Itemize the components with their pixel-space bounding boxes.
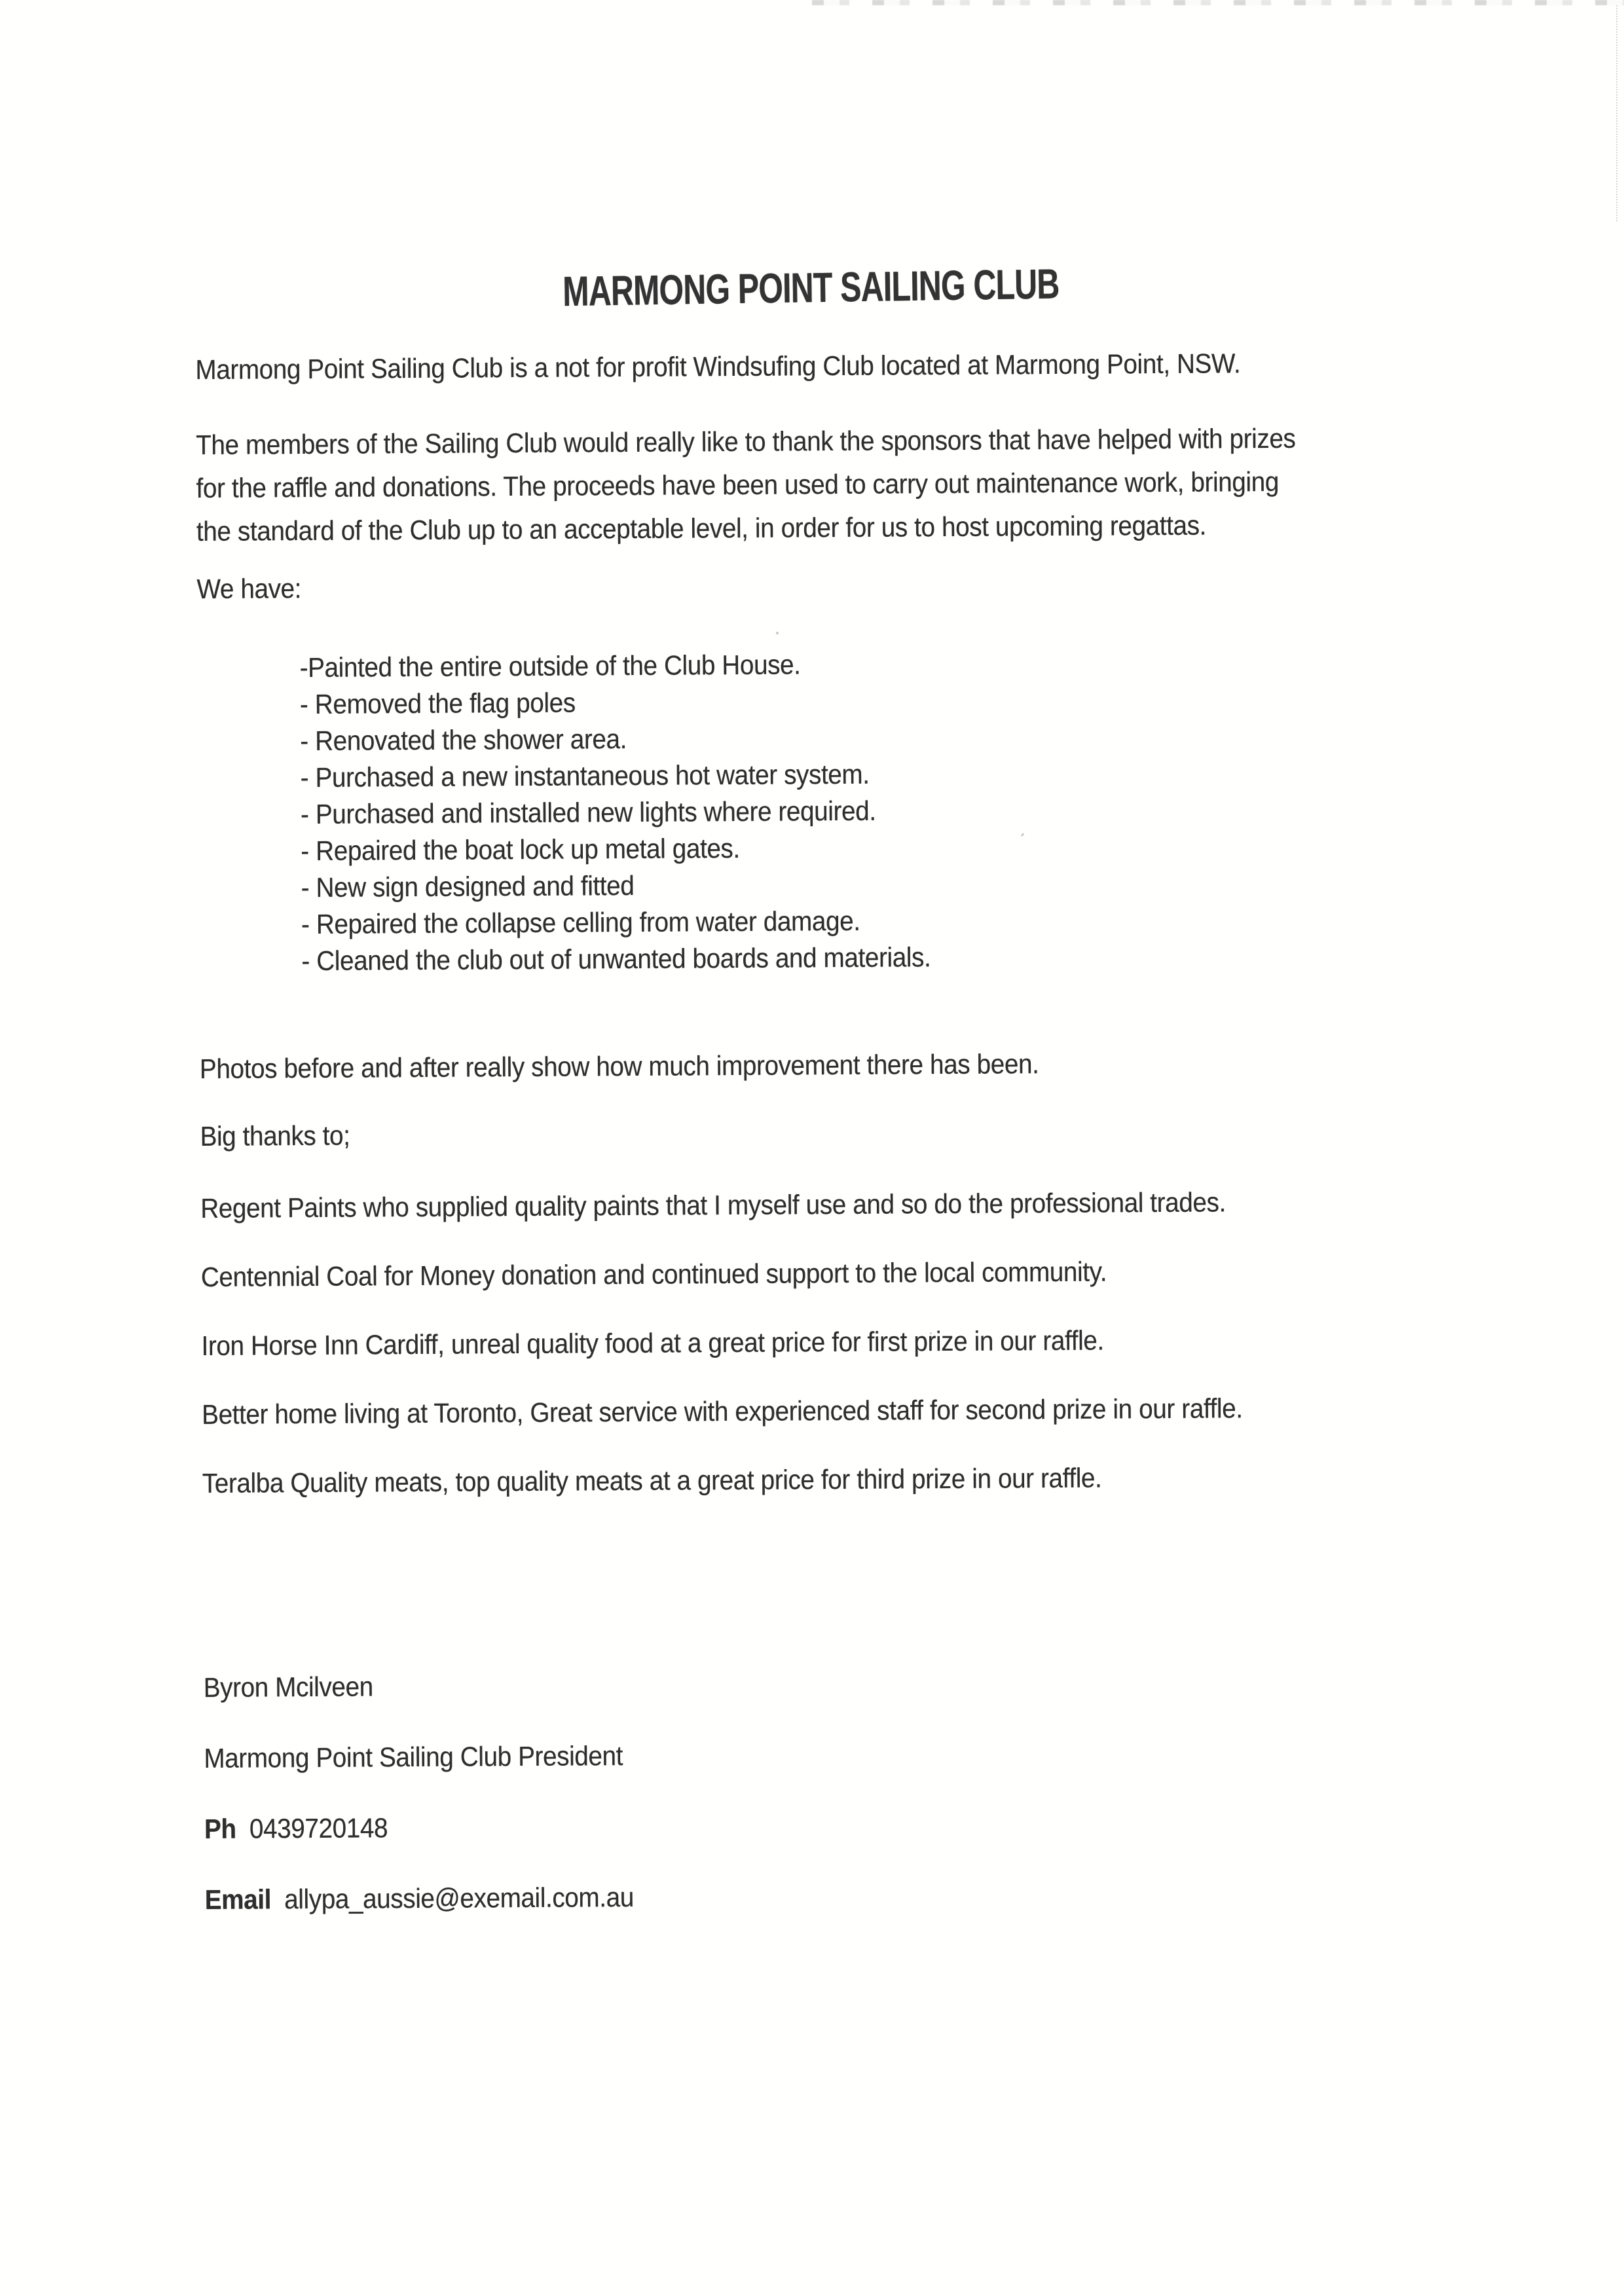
signature-email-line (204, 1857, 1437, 1935)
improvement-item: - Repaired the boat lock up metal gates. (301, 832, 740, 867)
improvement-item: - Removed the flag poles (299, 687, 576, 720)
paragraph-line: for the raffle and donations. The proceeds have been used to carry out maintenance work, bringing (196, 465, 1280, 503)
scan-artifact-right-edge (1616, 5, 1617, 221)
improvement-item: -Painted the entire outside of the Club House. (299, 649, 801, 683)
improvement-item: - Repaired the collapse celling from water damage. (301, 905, 860, 940)
sponsor-note: Iron Horse Inn Cardiff, unreal quality food at a great price for first prize in our raffle. (201, 1324, 1104, 1361)
signature-name: Byron Mcilveen (203, 1671, 373, 1703)
thanks-paragraph (196, 416, 1429, 553)
improvement-item: - Purchased a new instantaneous hot water system. (300, 758, 870, 793)
email-label: Email (204, 1884, 272, 1915)
improvement-item: - Renovated the shower area. (300, 723, 627, 757)
improvement-item: - Purchased and installed new lights where required. (300, 795, 876, 830)
sponsor-note: Better home living at Toronto, Great service with experienced staff for second prize in our raffle. (202, 1393, 1243, 1430)
improvements-list (197, 642, 1431, 979)
paragraph-line: the standard of the Club up to an acceptable level, in order for us to host upcoming regattas. (196, 509, 1207, 547)
phone-number: 0439720148 (249, 1812, 388, 1844)
sponsor-note: Teralba Quality meats, top quality meats at a great price for third prize in our raffle. (202, 1462, 1102, 1499)
intro-paragraph: Marmong Point Sailing Club is a not for profit Windsufing Club located at Marmong Point, NSW. (195, 348, 1241, 385)
email-address: allypa_aussie@exemail.com.au (284, 1881, 635, 1915)
signature-phone-line (204, 1786, 1437, 1864)
photos-note-paragraph: Photos before and after really show how much improvement there has been. (199, 1048, 1039, 1084)
improvement-item: - New sign designed and fitted (301, 869, 635, 903)
we-have-label: We have: (196, 573, 302, 604)
signature-block (203, 1645, 1437, 1935)
letter-content (193, 0, 1439, 2296)
sponsor-notes-list (200, 1166, 1435, 1517)
big-thanks-label: Big thanks to; (200, 1120, 350, 1152)
signature-role: Marmong Point Sailing Club President (204, 1740, 623, 1774)
paragraph-line: The members of the Sailing Club would really like to thank the sponsors that have helped with prizes (196, 422, 1296, 460)
sponsor-note: Regent Paints who supplied quality paints that I myself use and so do the professional trades. (200, 1186, 1227, 1224)
improvement-item: - Cleaned the club out of unwanted boards and materials. (301, 941, 931, 977)
document-title: MARMONG POINT SAILING CLUB (562, 260, 1060, 316)
phone-label: Ph (204, 1813, 236, 1844)
sponsor-note: Centennial Coal for Money donation and continued support to the local community. (200, 1256, 1107, 1292)
